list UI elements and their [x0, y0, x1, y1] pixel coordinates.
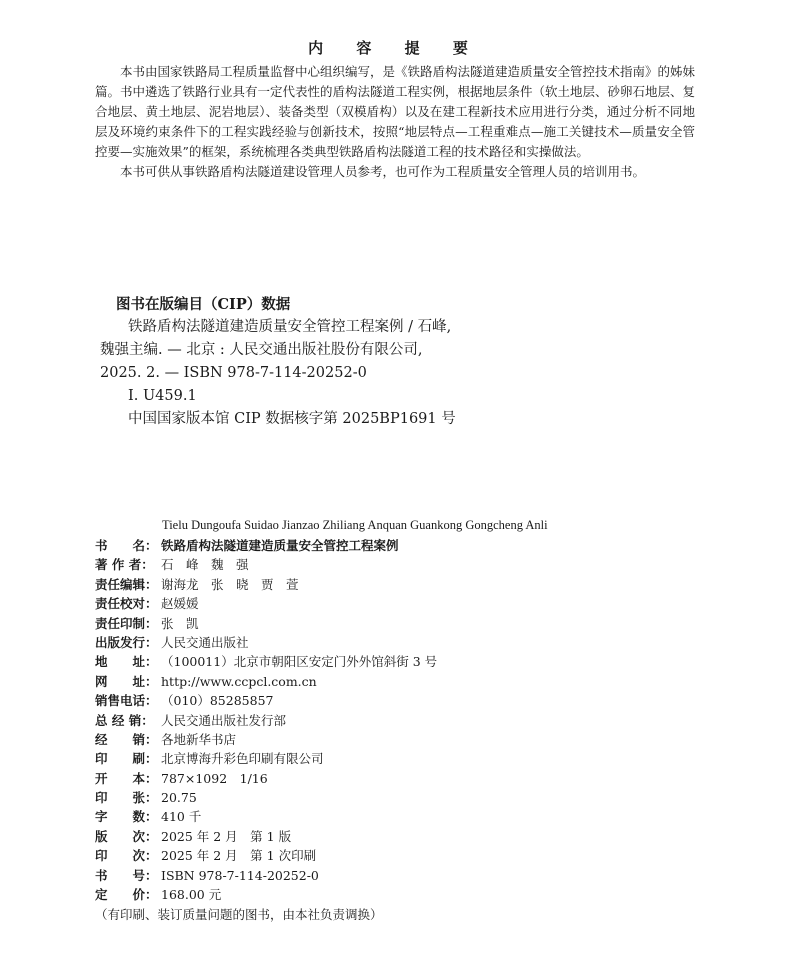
colophon-label: 字 数：: [95, 809, 158, 825]
colophon-label: 定 价：: [95, 887, 158, 903]
colophon-row: [95, 555, 715, 574]
summary-paragraph-1: 本书由国家铁路局工程质量监督中心组织编写，是《铁路盾构法隧道建造质量安全管控技术指南》的姊妹篇。书中遴选了铁路行业具有一定代表性的盾构法隧道工程实例，根据地层条件（软土地层、砂卵石地层、复合地层、黄土地层、泥岩地层）、装备类型（双模盾构）以及在建工程新技术应用进行分类，通过分析不同地层及环境约束条件下的工程实践经验与创新技术，按照“地层特点—工程重难点—施工关键技术—质量安全管控要—实施效果”的框架，系统梳理各类典型铁路盾构法隧道工程的技术路径和实操做法。: [95, 64, 696, 159]
colophon-value: 168.00 元: [161, 887, 222, 903]
colophon-value: http://www.ccpcl.com.cn: [161, 673, 317, 689]
colophon-value: （010）85285857: [161, 693, 274, 709]
colophon-label: 总 经 销：: [95, 712, 154, 728]
colophon-value: 410 千: [161, 809, 202, 825]
cip-line-publisher: 魏强主编. — 北京 : 人民交通出版社股份有限公司,: [100, 342, 423, 358]
colophon-row: [95, 594, 715, 613]
cip-data-block: [100, 293, 720, 431]
colophon-label: 印 张：: [95, 790, 158, 806]
colophon-label: 印 刷：: [95, 751, 158, 767]
colophon-row: [95, 866, 715, 885]
colophon-value: 北京博海升彩色印刷有限公司: [161, 751, 324, 767]
colophon-value: 谢海龙 张 晓 贾 萱: [161, 576, 299, 592]
colophon-label: 网 址：: [95, 673, 158, 689]
colophon-row: [95, 691, 715, 710]
colophon-label: 开 本：: [95, 770, 158, 786]
quality-note: （有印刷、装订质量问题的图书，由本社负责调换）: [95, 907, 383, 922]
colophon-value: 人民交通出版社: [161, 634, 249, 650]
colophon-label: 版 次：: [95, 828, 158, 844]
colophon-row: [95, 769, 715, 788]
cip-line-classification: Ⅰ. U459.1: [128, 388, 197, 404]
colophon-row: [95, 807, 715, 826]
colophon-label: 著 作 者：: [95, 557, 154, 573]
colophon-value: 20.75: [161, 790, 197, 806]
colophon-label: 责任编辑：: [95, 576, 158, 592]
colophon-row: [95, 575, 715, 594]
summary-section: [95, 62, 695, 182]
colophon-label: 出版发行：: [95, 634, 158, 650]
colophon-value: 石 峰 魏 强: [161, 557, 249, 573]
colophon-value: （100011）北京市朝阳区安定门外外馆斜街 3 号: [161, 654, 438, 670]
colophon-row: [95, 885, 715, 904]
colophon-label: 责任校对：: [95, 596, 158, 612]
colophon-row: [95, 846, 715, 865]
colophon-label: 销售电话：: [95, 693, 158, 709]
colophon-label: 经 销：: [95, 731, 158, 747]
colophon-value: 2025 年 2 月 第 1 次印刷: [161, 848, 317, 864]
cip-line-title: 铁路盾构法隧道建造质量安全管控工程案例 / 石峰,: [128, 319, 452, 335]
colophon-label: 责任印制：: [95, 615, 158, 631]
colophon-value: 张 凯: [161, 615, 199, 631]
colophon-row: [95, 711, 715, 730]
pinyin-title: Tielu Dungoufa Suidao Jianzao Zhiliang Anquan Guankong Gongcheng Anli: [162, 518, 548, 532]
colophon-row: [95, 614, 715, 633]
colophon-value: 赵媛媛: [161, 596, 199, 612]
colophon-row: [95, 788, 715, 807]
colophon-value: 787×1092 1/16: [161, 770, 268, 786]
colophon-row: [95, 652, 715, 671]
colophon-row: [95, 749, 715, 768]
colophon-label: 地 址：: [95, 654, 158, 670]
colophon-label: 印 次：: [95, 848, 158, 864]
colophon-row: [95, 633, 715, 652]
colophon-value: 人民交通出版社发行部: [161, 712, 287, 728]
summary-title: 内 容 提 要: [308, 39, 482, 57]
cip-line-isbn: 2025. 2. — ISBN 978-7-114-20252-0: [100, 365, 367, 381]
summary-paragraph-2: 本书可供从事铁路盾构法隧道建设管理人员参考，也可作为工程质量安全管理人员的培训用书。: [120, 164, 646, 179]
colophon-label: 书 号：: [95, 867, 158, 883]
colophon-value: ISBN 978-7-114-20252-0: [161, 867, 319, 883]
colophon-value: 铁路盾构法隧道建造质量安全管控工程案例: [161, 538, 399, 553]
colophon-row: [95, 827, 715, 846]
colophon-value: 2025 年 2 月 第 1 版: [161, 828, 292, 844]
cip-heading: 图书在版编目（CIP）数据: [116, 296, 291, 313]
colophon-label: 书 名：: [95, 538, 158, 553]
cip-line-approval-number: 中国国家版本馆 CIP 数据核字第 2025BP1691 号: [128, 411, 456, 427]
colophon-table: [95, 536, 715, 904]
colophon-value: 各地新华书店: [161, 731, 237, 747]
colophon-row: [95, 536, 715, 555]
colophon-row: [95, 730, 715, 749]
colophon-row: [95, 672, 715, 691]
